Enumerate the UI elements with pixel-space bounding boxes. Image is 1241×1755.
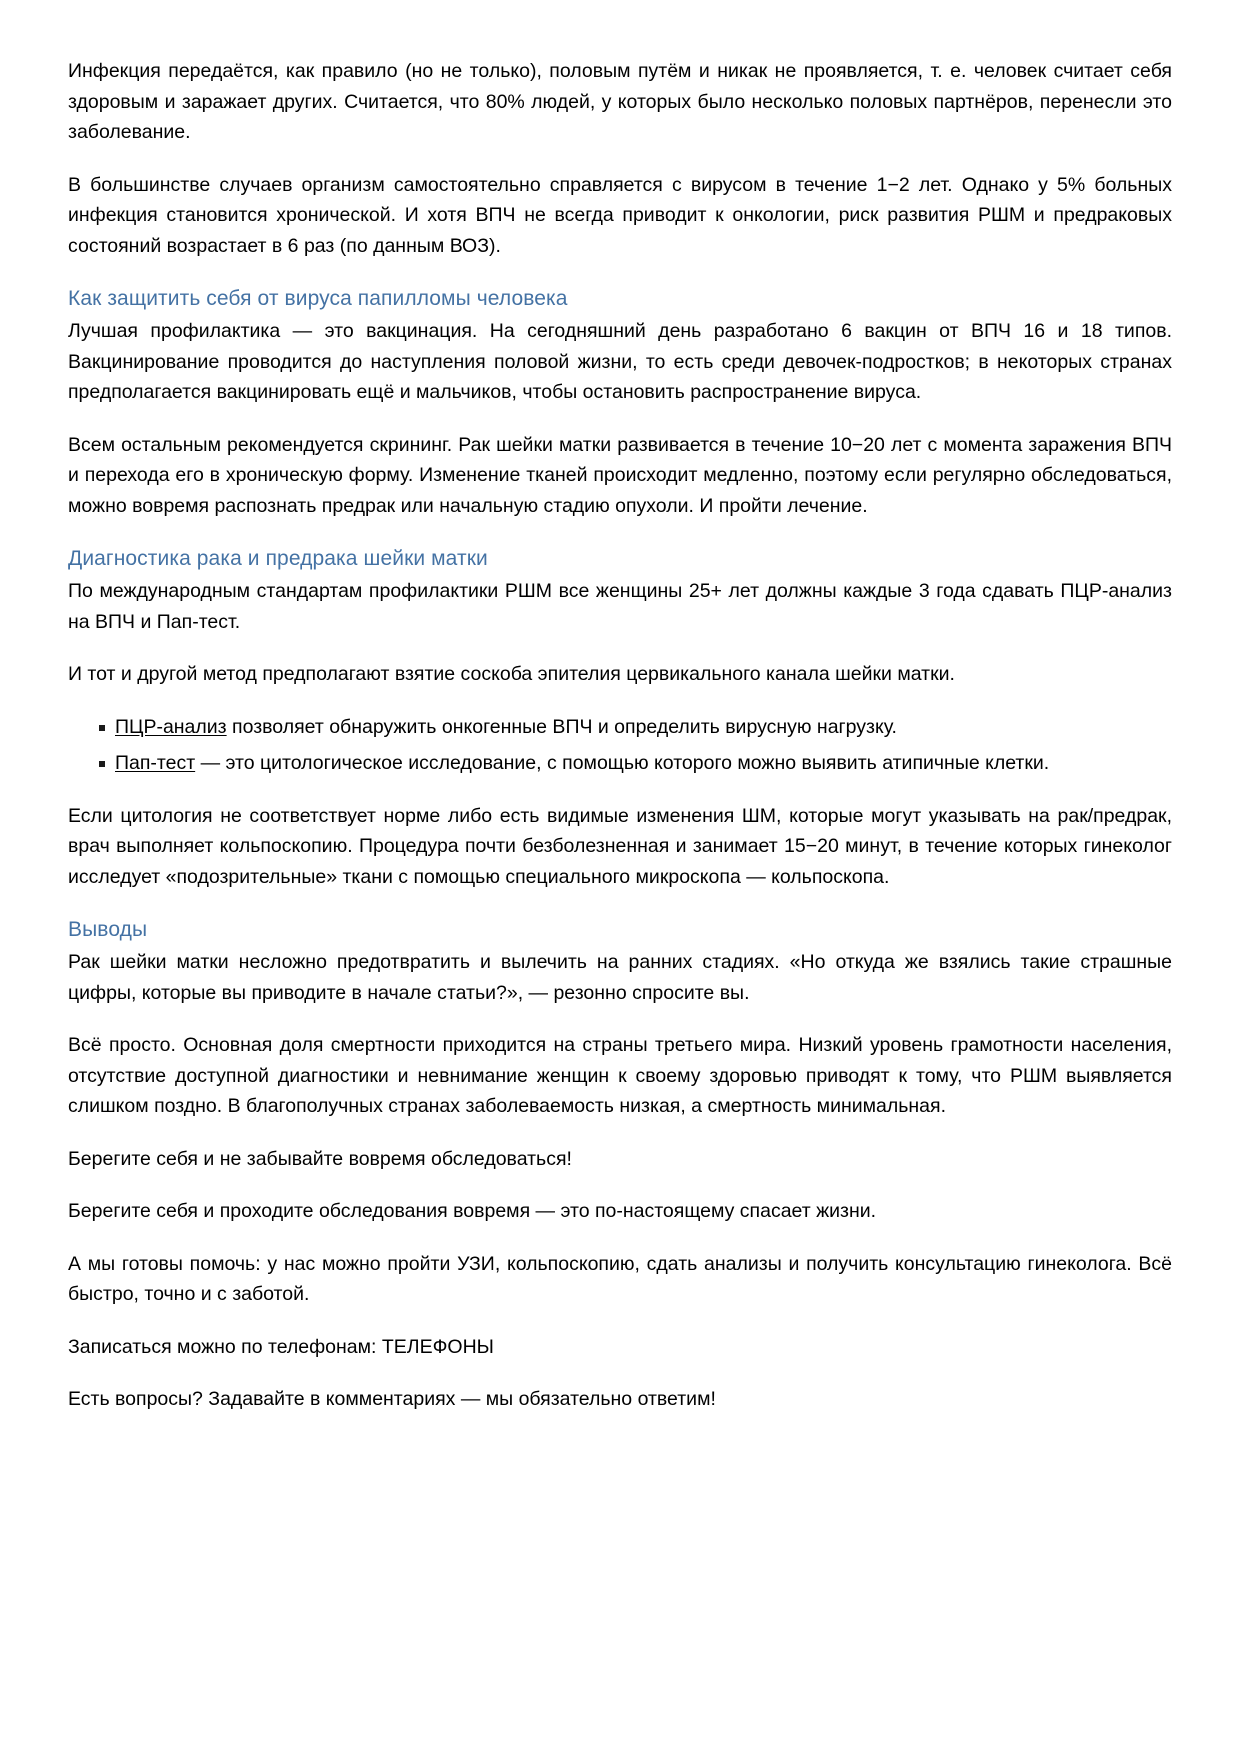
- list-item-pcr: [68, 712, 1172, 743]
- list-item-pap: [68, 748, 1172, 779]
- list-item-pcr-text: позволяет обнаружить онкогенные ВПЧ и определить вирусную нагрузку.: [226, 715, 897, 738]
- heading-conclusions: Выводы: [68, 918, 148, 941]
- list-item-pap-term: Пап-тест: [115, 752, 196, 774]
- diagnostic-methods-list: [68, 712, 1172, 779]
- paragraph-third-world: Всё просто. Основная доля смертности приходится на страны третьего мира. Низкий уровень грамотности населения, отсутствие доступной диагностики и невнимание женщин к своему здоровью приводят к тому, что РШМ выявляется слишком поздно. В благополучных странах заболеваемость низкая, а смертность минимальная.: [68, 1034, 1172, 1117]
- heading-protection: Как защитить себя от вируса папилломы человека: [68, 287, 568, 310]
- square-bullet-icon: [99, 725, 105, 731]
- paragraph-clinic-offer: А мы готовы помочь: у нас можно пройти УЗИ, кольпоскопию, сдать анализы и получить консультацию гинеколога. Всё быстро, точно и с заботой.: [68, 1252, 1172, 1305]
- paragraph-take-care-1: Берегите себя и не забывайте вовремя обследоваться!: [68, 1147, 572, 1170]
- heading-diagnostics: Диагностика рака и предрака шейки матки: [68, 547, 488, 570]
- paragraph-take-care-2: Берегите себя и проходите обследования вовремя — это по-настоящему спасает жизни.: [68, 1200, 877, 1222]
- square-bullet-icon: [99, 761, 105, 767]
- paragraph-questions: Есть вопросы? Задавайте в комментариях — мы обязательно ответим!: [68, 1388, 716, 1410]
- paragraph-scraping: И тот и другой метод предполагают взятие соскоба эпителия цервикального канала шейки матки.: [68, 663, 955, 685]
- paragraph-phones: Записаться можно по телефонам: ТЕЛЕФОНЫ: [68, 1335, 494, 1358]
- paragraph-vaccination: Лучшая профилактика — это вакцинация. На сегодняшний день разработано 6 вакцин от ВПЧ 16 и 18 типов. Вакцинирование проводится до наступления половой жизни, то есть среди девочек-подростков; в некоторых странах предполагается вакцинировать ещё и мальчиков, чтобы остановить распространение вируса.: [68, 320, 1172, 403]
- paragraph-screening: Всем остальным рекомендуется скрининг. Рак шейки матки развивается в течение 10−20 лет с момента заражения ВПЧ и перехода его в хроническую форму. Изменение тканей происходит медленно, поэтому если регулярно обследоваться, можно вовремя распознать предрак или начальную стадию опухоли. И пройти лечение.: [68, 433, 1172, 517]
- list-item-pcr-term: ПЦР-анализ: [115, 715, 227, 738]
- paragraph-standards: По международным стандартам профилактики РШМ все женщины 25+ лет должны каждые 3 года сдавать ПЦР-анализ на ВПЧ и Пап-тест.: [68, 580, 1172, 633]
- document-body: [68, 56, 1172, 1415]
- paragraph-transmission: Инфекция передаётся, как правило (но не только), половым путём и никак не проявляется, т. е. человек считает себя здоровым и заражает других. Считается, что 80% людей, у которых было несколько половых партнёров, перенесли это заболевание.: [68, 60, 1172, 143]
- paragraph-colposcopy: Если цитология не соответствует норме либо есть видимые изменения ШМ, которые могут указывать на рак/предрак, врач выполняет кольпоскопию. Процедура почти безболезненная и занимает 15−20 минут, в течение которых гинеколог исследует «подозрительные» ткани с помощью специального микроскопа — кольпоскопа.: [68, 804, 1172, 888]
- list-item-pap-text: — это цитологическое исследование, с помощью которого можно выявить атипичные клетки.: [195, 752, 1050, 774]
- paragraph-prevention-possible: Рак шейки матки несложно предотвратить и вылечить на ранних стадиях. «Но откуда же взялись такие страшные цифры, которые вы приводите в начале статьи?», — резонно спросите вы.: [68, 951, 1172, 1004]
- paragraph-chronic-risk: В большинстве случаев организм самостоятельно справляется с вирусом в течение 1−2 лет. Однако у 5% больных инфекция становится хронической. И хотя ВПЧ не всегда приводит к онкологии, риск развития РШМ и предраковых состояний возрастает в 6 раз (по данным ВОЗ).: [68, 173, 1172, 257]
